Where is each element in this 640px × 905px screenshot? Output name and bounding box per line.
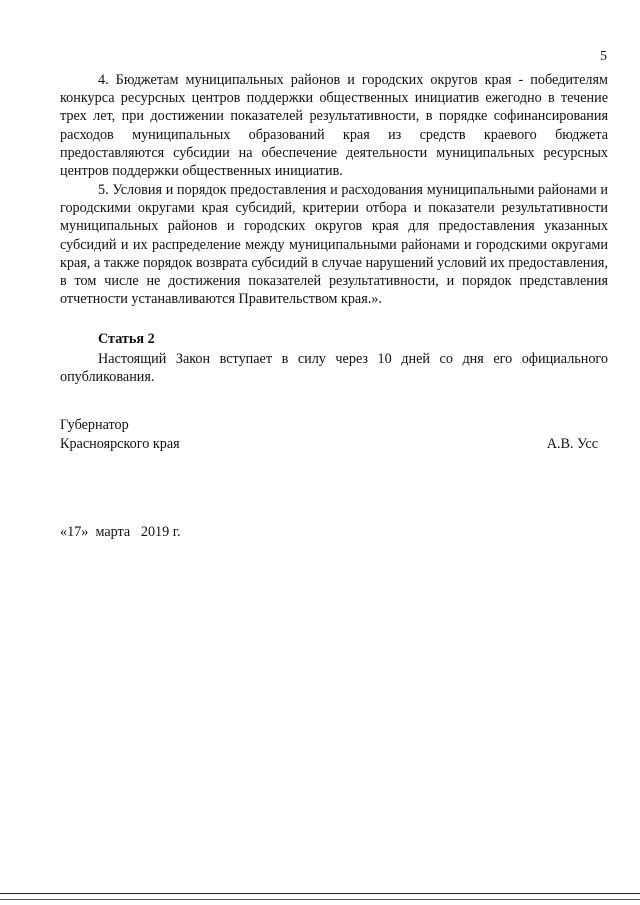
paragraph-4: 4. Бюджетам муниципальных районов и городских округов края - победителям конкурса ресурсных центров поддержки общественных инициатив ежегодно в течение трех лет, при достижении показателей результативности, в порядке софинансирования расходов муниципальных образований края из средств краевого бюджета предоставляются субсидии на обеспечение деятельности муниципальных ресурсных центров поддержки общественных инициатив. [60, 72, 608, 180]
signatory-position-line1: Губернатор [60, 417, 129, 433]
scan-edge-line [0, 893, 640, 894]
scan-edge-line-2 [0, 899, 640, 900]
article-2-title: Статья 2 [98, 331, 155, 347]
document-date: «17» марта 2019 г. [60, 524, 181, 540]
page-number: 5 [600, 49, 607, 64]
article-2-body: Настоящий Закон вступает в силу через 10 дней со дня его официального опубликования. [60, 351, 608, 386]
signature-block [60, 416, 608, 453]
signatory-position-line2: Красноярского края [60, 435, 180, 452]
paragraph-5: 5. Условия и порядок предоставления и расходования муниципальными районами и городскими округами края субсидий, критерии отбора и показатели результативности муниципальных районов и городских округов края для предоставления указанных субсидий и их распределение между муниципальными районами и городскими округами края, а также порядок возврата субсидий в случае нарушений условий их предоставления, в том числе не достижения показателей результативности, и порядок представления отчетности устанавливаются Правительством края.». [60, 182, 608, 308]
signatory-name: А.В. Усс [546, 435, 598, 452]
signature-row [60, 435, 598, 454]
